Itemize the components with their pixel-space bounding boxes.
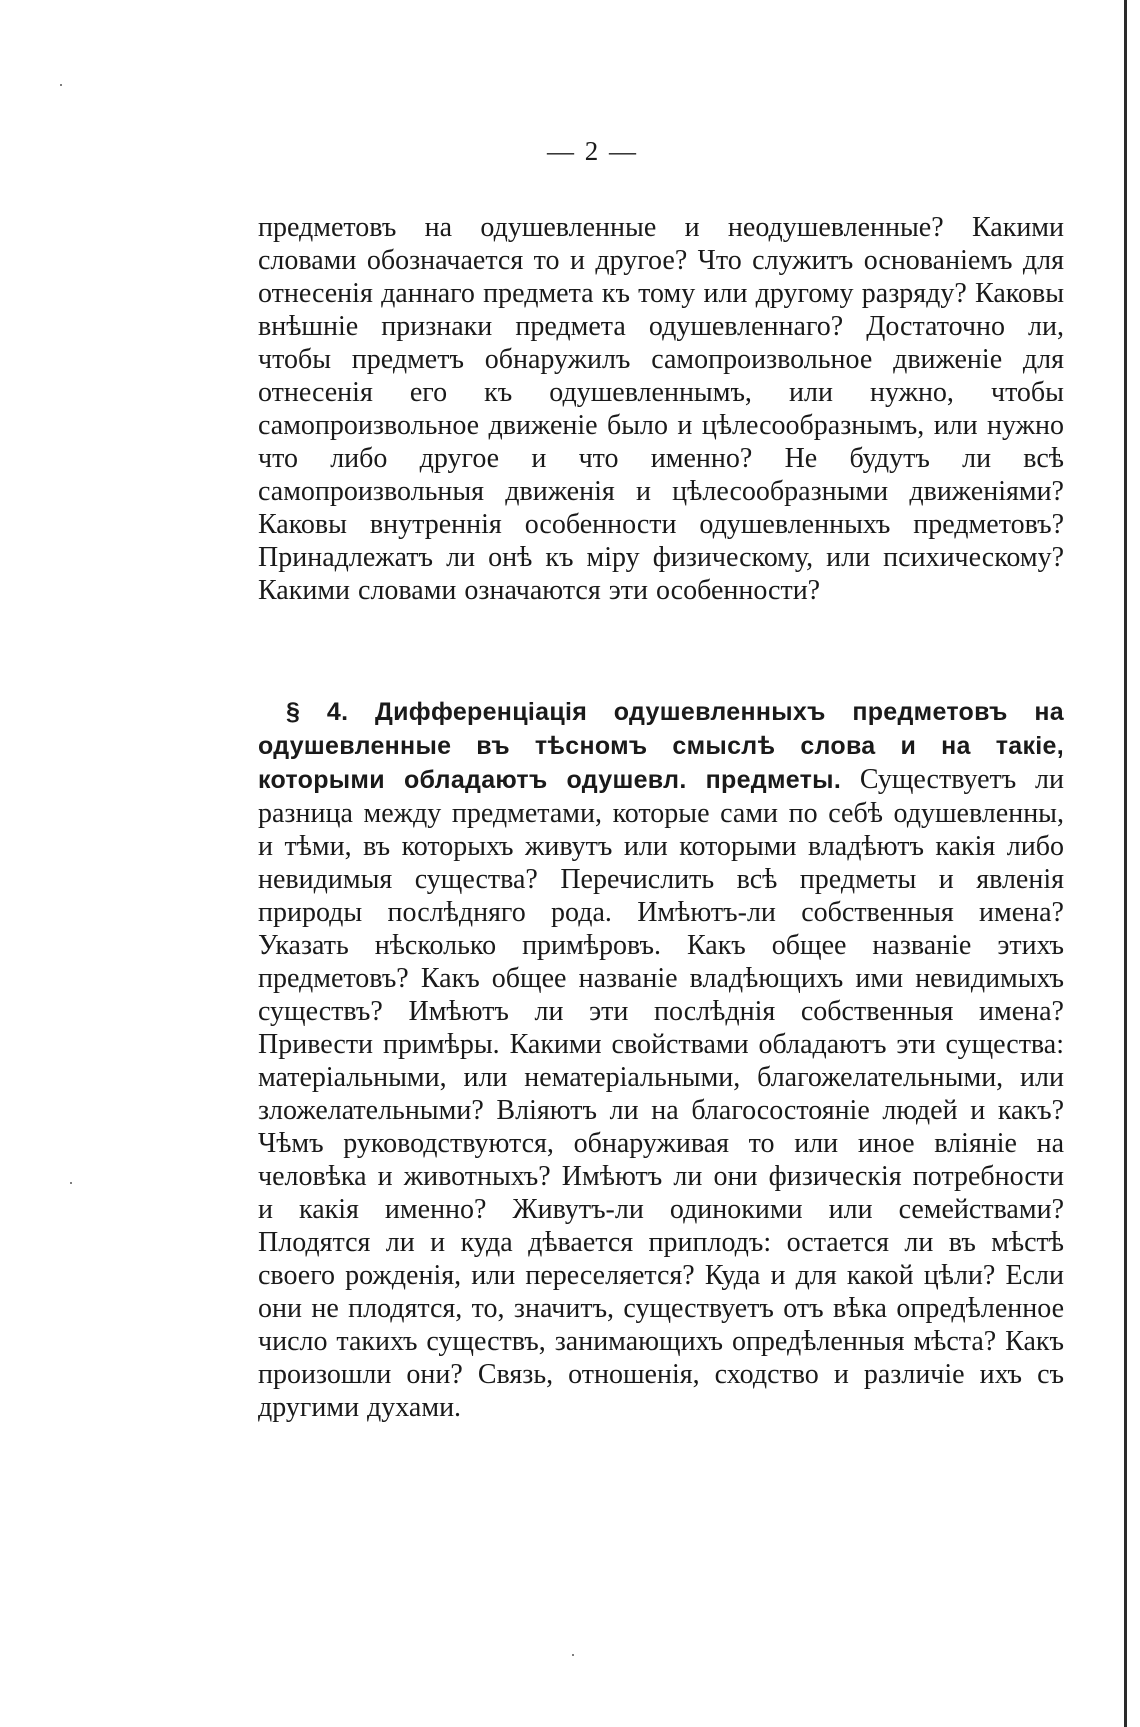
print-speck <box>572 1654 574 1656</box>
paragraph-continuation: предметовъ на одушевленные и неодушевленные? Какими словами обозначается то и другое? Что служитъ основаніемъ для отнесенія даннаго предмета къ тому или другому разряду? Каковы внѣшніе признаки предмета одушевленнаго? Достаточно ли, чтобы предметъ обнаружилъ самопроизвольное движеніе для отнесенія его къ одушевленнымъ, или нужно, чтобы самопроизвольное движеніе было и цѣлесообразнымъ, или нужно что либо другое и что именно? Не будутъ ли всѣ самопроизвольныя движенія и цѣлесообразными движеніями? Каковы внутреннія особенности одушевленныхъ предметовъ? Принадлежатъ ли онѣ къ міру физическому, или психическому? Какими словами означаются эти особенности? <box>258 212 1064 606</box>
section-heading: § 4. Дифференціація одушевленныхъ предметовъ на одушевленные въ тѣсномъ смыслѣ слова и на такіе, которыми обладаютъ одушевл. предметы. <box>258 698 1064 794</box>
print-speck <box>60 84 62 86</box>
paragraph-section-4 <box>258 695 1064 1424</box>
page-number: — 2 — <box>547 136 638 166</box>
section-body: Существуетъ ли разница между предметами, которые сами по себѣ одушевленны, и тѣми, въ которыхъ живутъ или которыми владѣютъ какія либо невидимыя существа? Перечислить всѣ предметы и явленія природы послѣдняго рода. Имѣютъ-ли собственныя имена? Указать нѣсколько примѣровъ. Какъ общее названіе этихъ предметовъ? Какъ общее названіе владѣющихъ ими невидимыхъ существъ? Имѣютъ ли эти послѣднія собственныя имена? Привести примѣры. Какими свойствами обладаютъ эти существа: матеріальными, или нематеріальными, благожелательными, или зложелательными? Вліяютъ ли на благосостояніе людей и какъ? Чѣмъ руководствуются, обнаруживая то или иное вліяніе на человѣка и животныхъ? Имѣютъ ли они физическія потребности и какія именно? Живутъ-ли одинокими или семействами? Плодятся ли и куда дѣвается приплодъ: остается ли въ мѣстѣ своего рожденія, или переселяется? Куда и для какой цѣли? Если они не плодятся, то, значитъ, существуетъ отъ вѣка опредѣленное число такихъ существъ, занимающихъ опредѣленныя мѣста? Какъ произошли они? Связь, отношенія, сходство и различіе ихъ съ другими духами. <box>258 764 1064 1423</box>
page-edge-line <box>1124 0 1127 1727</box>
print-speck <box>70 1182 72 1184</box>
